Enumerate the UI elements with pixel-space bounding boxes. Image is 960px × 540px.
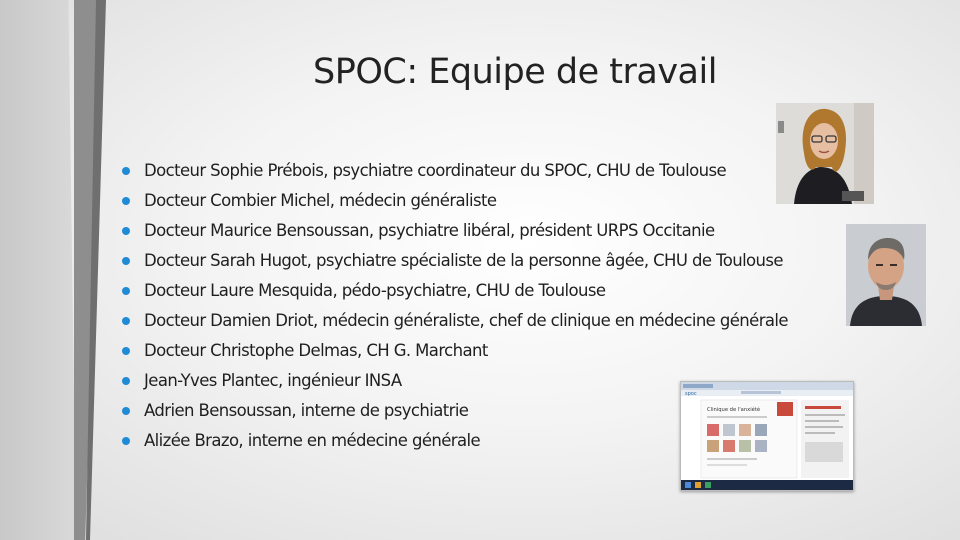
bullet-icon	[122, 317, 130, 325]
bullet-icon	[122, 347, 130, 355]
bullet-icon	[122, 377, 130, 385]
screenshot-heading: Clinique de l'anxiété	[707, 407, 761, 413]
list-item-text: Alizée Brazo, interne en médecine générale	[144, 431, 481, 450]
list-item	[118, 246, 788, 276]
bullet-icon	[122, 257, 130, 265]
list-item-text: Docteur Damien Driot, médecin généraliste, chef de clinique en médecine générale	[144, 311, 788, 330]
list-item-text: Docteur Maurice Bensoussan, psychiatre libéral, président URPS Occitanie	[144, 221, 715, 240]
list-item-text: Jean-Yves Plantec, ingénieur INSA	[144, 371, 402, 390]
list-item-text: Docteur Laure Mesquida, pédo-psychiatre, CHU de Toulouse	[144, 281, 606, 300]
list-item	[118, 306, 788, 336]
left-decorative-band	[0, 0, 76, 540]
slide-title: SPOC: Equipe de travail	[313, 52, 717, 92]
list-item	[118, 156, 788, 186]
list-item	[118, 216, 788, 246]
list-item	[118, 336, 788, 366]
website-screenshot	[680, 381, 854, 491]
portrait-photo-woman	[776, 103, 874, 204]
list-item	[118, 276, 788, 306]
list-item-text: Docteur Combier Michel, médecin généraliste	[144, 191, 497, 210]
portrait-photo-man	[846, 224, 926, 326]
bullet-icon	[122, 227, 130, 235]
list-item-text: Adrien Bensoussan, interne de psychiatrie	[144, 401, 469, 420]
list-item	[118, 186, 788, 216]
list-item-text: Docteur Sarah Hugot, psychiatre spécialiste de la personne âgée, CHU de Toulouse	[144, 251, 783, 270]
bullet-icon	[122, 197, 130, 205]
list-item-text: Docteur Sophie Prébois, psychiatre coordinateur du SPOC, CHU de Toulouse	[144, 161, 726, 180]
bullet-icon	[122, 167, 130, 175]
bullet-icon	[122, 287, 130, 295]
bullet-icon	[122, 437, 130, 445]
bullet-icon	[122, 407, 130, 415]
screenshot-app-name: spoc	[685, 391, 697, 397]
list-item-text: Docteur Christophe Delmas, CH G. Marchant	[144, 341, 488, 360]
